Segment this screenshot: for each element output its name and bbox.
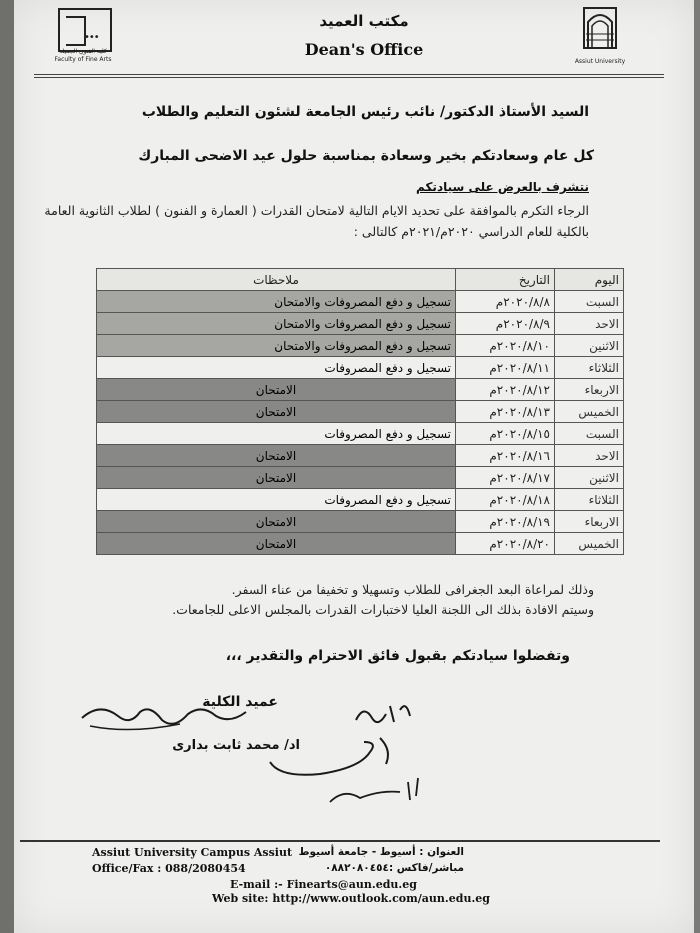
eid-greeting: كل عام وسعادتكم بخير وسعادة بمناسبة حلول عيد الاضحى المبارك	[138, 148, 594, 164]
table-row	[97, 379, 624, 401]
dean-title: عميد الكلية	[202, 694, 278, 710]
cell-note: الامتحان	[97, 379, 456, 401]
cell-note: الامتحان	[97, 511, 456, 533]
header-notes: ملاحظات	[97, 269, 456, 291]
cell-date: ٢٠٢٠/٨/٩م	[456, 313, 555, 335]
table-row	[97, 401, 624, 423]
cell-day: الاحد	[555, 445, 624, 467]
cell-day: الخميس	[555, 401, 624, 423]
cell-note: تسجيل و دفع المصروفات والامتحان	[97, 291, 456, 313]
footer-address-ar: العنوان : أسيوط - جامعة أسيوط	[298, 846, 464, 858]
university-logo-caption: Assiut University	[574, 58, 626, 65]
closing-line-1: وذلك لمراعاة البعد الجغرافى للطلاب وتسهيلا و تخفيفا من عناء السفر.	[231, 582, 594, 597]
dean-signature-icon	[70, 690, 260, 740]
cell-date: ٢٠٢٠/٨/١٢م	[456, 379, 555, 401]
thanks-line: وتفضلوا سيادتكم بقبول فائق الاحترام والتقدير ،،،	[225, 648, 570, 664]
handwritten-approval-icon	[260, 690, 430, 820]
table-row	[97, 313, 624, 335]
office-title-ar: مكتب العميد	[319, 12, 409, 30]
salutation: السيد الأستاذ الدكتور/ نائب رئيس الجامعة لشئون التعليم والطلاب	[141, 104, 589, 120]
cell-date: ٢٠٢٠/٨/١٧م	[456, 467, 555, 489]
footer-email[interactable]: E-mail :- Finearts@aun.edu.eg	[230, 878, 417, 891]
cell-note: تسجيل و دفع المصروفات والامتحان	[97, 313, 456, 335]
cell-day: الاحد	[555, 313, 624, 335]
table-row	[97, 423, 624, 445]
cell-day: السبت	[555, 423, 624, 445]
footer-rule	[20, 840, 660, 842]
cell-day: الثلاثاء	[555, 357, 624, 379]
table-row	[97, 357, 624, 379]
footer-fax-en: Office/Fax : 088/2080454	[92, 862, 246, 875]
cell-day: السبت	[555, 291, 624, 313]
header-day: اليوم	[555, 269, 624, 291]
faculty-logo: •••	[58, 8, 112, 52]
cell-note: الامتحان	[97, 445, 456, 467]
cell-date: ٢٠٢٠/٨/١١م	[456, 357, 555, 379]
cell-note: تسجيل و دفع المصروفات والامتحان	[97, 335, 456, 357]
table-row	[97, 335, 624, 357]
cell-day: الخميس	[555, 533, 624, 555]
request-paragraph: الرجاء التكرم بالموافقة على تحديد الايام التالية لامتحان القدرات ( العمارة و الفنون ) لطلاب الثانوية العامة بالكلية للعام الدراسي ٢٠٢٠م/٢٠٢١م كالتالى :	[44, 203, 589, 239]
dean-name: اد/ محمد ثابت بدارى	[172, 738, 300, 753]
footer-campus: Assiut University Campus Assiut	[92, 846, 293, 859]
footer-fax-ar: مباشر/فاكس :٠٨٨٢٠٨٠٤٥٤	[324, 862, 464, 874]
table-row	[97, 511, 624, 533]
closing-paragraph	[34, 580, 594, 620]
footer-website[interactable]: Web site: http://www.outlook.com/aun.edu.eg	[212, 892, 490, 905]
honor-line: نتشرف بالعرض على سيادتكم	[416, 180, 589, 194]
cell-date: ٢٠٢٠/٨/٢٠م	[456, 533, 555, 555]
closing-line-2: وسيتم الافادة بذلك الى اللجنة العليا لاختبارات القدرات بالمجلس الاعلى للجامعات.	[172, 602, 594, 617]
university-logo	[570, 4, 630, 56]
table-row	[97, 489, 624, 511]
header-rule-2	[34, 77, 664, 78]
cell-note: تسجيل و دفع المصروفات	[97, 357, 456, 379]
cell-note: الامتحان	[97, 401, 456, 423]
cell-day: الاربعاء	[555, 379, 624, 401]
cell-date: ٢٠٢٠/٨/٨م	[456, 291, 555, 313]
cell-date: ٢٠٢٠/٨/١٠م	[456, 335, 555, 357]
cell-note: تسجيل و دفع المصروفات	[97, 489, 456, 511]
cell-note: الامتحان	[97, 467, 456, 489]
table-row	[97, 445, 624, 467]
cell-date: ٢٠٢٠/٨/١٣م	[456, 401, 555, 423]
faculty-logo-caption: كلية الفنون الجميلة Faculty of Fine Arts	[54, 48, 112, 63]
cell-day: الاثنين	[555, 467, 624, 489]
cell-note: الامتحان	[97, 533, 456, 555]
cell-date: ٢٠٢٠/٨/١٨م	[456, 489, 555, 511]
table-header-row	[97, 269, 624, 291]
cell-date: ٢٠٢٠/٨/١٩م	[456, 511, 555, 533]
header-date: التاريخ	[456, 269, 555, 291]
cell-day: الاربعاء	[555, 511, 624, 533]
table-row	[97, 291, 624, 313]
exam-schedule-table	[96, 268, 624, 555]
cell-date: ٢٠٢٠/٨/١٦م	[456, 445, 555, 467]
header-rule	[34, 74, 664, 75]
cell-day: الثلاثاء	[555, 489, 624, 511]
cell-note: تسجيل و دفع المصروفات	[97, 423, 456, 445]
cell-date: ٢٠٢٠/٨/١٥م	[456, 423, 555, 445]
cell-day: الاثنين	[555, 335, 624, 357]
office-title-en: Dean's Office	[304, 40, 424, 59]
table-row	[97, 467, 624, 489]
page-edge	[0, 0, 14, 933]
table-row	[97, 533, 624, 555]
